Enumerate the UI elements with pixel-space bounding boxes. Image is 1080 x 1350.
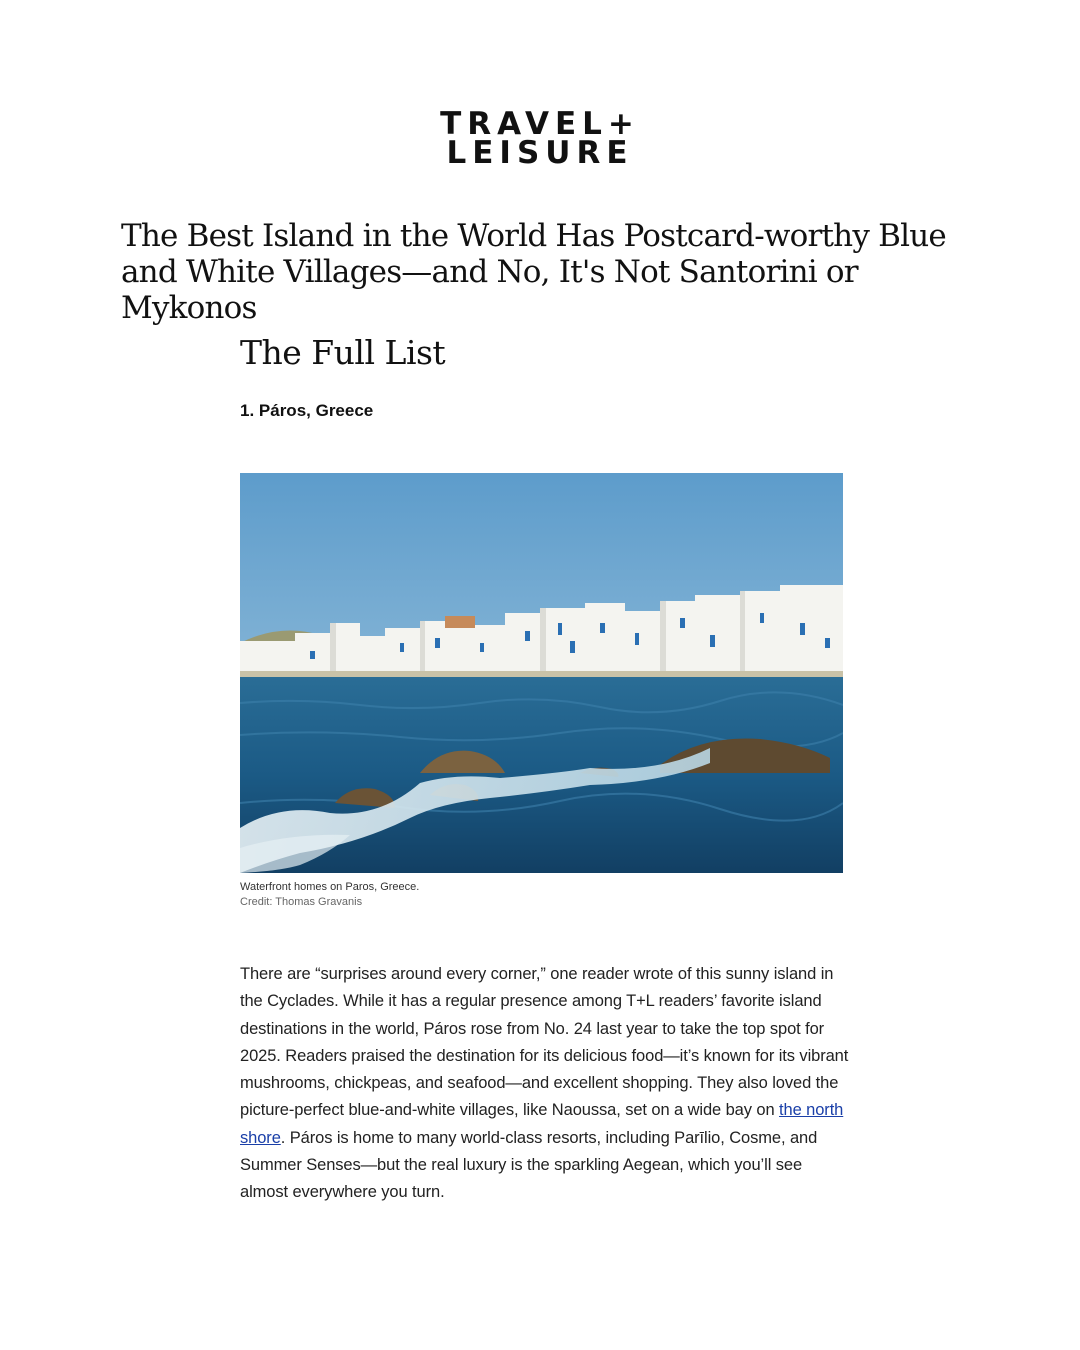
logo-line-1: TRAVEL+ — [440, 106, 640, 142]
article-body — [240, 961, 852, 1207]
article-headline: The Best Island in the World Has Postcard-worthy Blue and White Villages—and No, It's Not Santorini or Mykonos — [121, 218, 946, 326]
brand-logo[interactable] — [0, 106, 1080, 171]
section-title: The Full List — [240, 333, 446, 372]
body-text-part-2: . Páros is home to many world-class resorts, including Parīlio, Cosme, and Summer Senses—but the real luxury is the sparkling Aegean, which you’ll see almost everywhere you turn. — [240, 1128, 818, 1202]
paros-waterfront-photo — [240, 473, 843, 873]
caption-credit: Credit: Thomas Gravanis — [240, 896, 363, 908]
body-text-part-1: There are “surprises around every corner,” one reader wrote of this sunny island in the Cyclades. While it has a regular presence among T+L readers’ favorite island destinations in the world, Páros rose from No. 24 last year to take the top spot for 2025. Readers praised the destination for its delicious food—it’s known for its vibrant mushrooms, chickpeas, and seafood—and excellent shopping. They also loved the picture-perfect blue-and-white villages, like Naoussa, set on a wide bay on — [240, 965, 849, 1120]
north-shore-link[interactable]: the north shore — [240, 1101, 844, 1147]
logo-line-2: LEISURE — [446, 135, 634, 171]
caption-text: Waterfront homes on Paros, Greece. — [240, 881, 420, 893]
list-item-title: 1. Páros, Greece — [240, 401, 374, 420]
image-caption — [240, 880, 419, 910]
